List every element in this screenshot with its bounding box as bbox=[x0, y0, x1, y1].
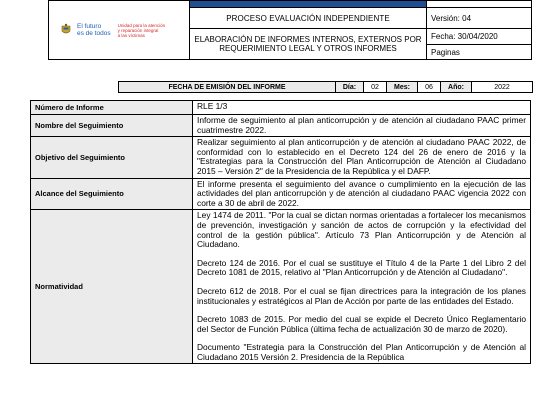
emission-date-bar bbox=[118, 81, 533, 93]
row-label: Objetivo del Seguimiento bbox=[31, 137, 193, 178]
day-label: Día: bbox=[336, 82, 364, 92]
row-label: Normatividad bbox=[31, 210, 193, 364]
row-content bbox=[193, 178, 531, 210]
month-value: 06 bbox=[418, 82, 441, 92]
document-title: ELABORACIÓN DE INFORMES INTERNOS, EXTERNOS POR REQUERIMIENTO LEGAL Y OTROS INFORMES bbox=[190, 28, 427, 59]
row-content bbox=[193, 115, 531, 137]
row-label: Número de Informe bbox=[31, 101, 193, 115]
table-row bbox=[31, 210, 531, 364]
row-content bbox=[193, 101, 531, 115]
header-band-right bbox=[427, 1, 532, 8]
followup-scope: El informe presenta el seguimiento del avance o cumplimiento en la ejecución de las actividades del plan anticorrupción y de atención al ciudadano PAAC vigencia 2022 con corte a 30 de abril de 2022. bbox=[197, 178, 526, 208]
table-row bbox=[31, 115, 531, 137]
table-row bbox=[31, 178, 531, 210]
regulation-paragraph: Ley 1474 de 2011. "Por la cual se dictan normas orientadas a fortalecer los mecanismos de prevención, investigación y sanción de actos de corrupción y la efectividad del control de la gestión pública". Artículo 73 Plan Anticorrupción y de Atención al Ciudadano. bbox=[197, 210, 526, 250]
logo-unit-text: Unidad para la atención y reparación integral a las víctimas bbox=[117, 22, 166, 38]
table-row bbox=[31, 137, 531, 178]
table-row bbox=[31, 101, 531, 115]
logo-brand-text: El futuro es de todos bbox=[77, 23, 111, 37]
year-label: Año: bbox=[441, 82, 472, 92]
logo-cell bbox=[49, 1, 190, 60]
regulation-paragraph: Decreto 124 de 2016. Por el cual se sustituye el Título 4 de la Parte 1 del Libro 2 del Decreto 1081 de 2015, relativo al "Plan Anticorrupción y de Atención al Ciudadano". bbox=[197, 257, 526, 278]
followup-objective: Realizar seguimiento al plan anticorrupción y de atención al ciudadano PAAC 2022, de conformidad con lo establecido en el Decreto 124 del 26 de enero de 2016 y la "Estrategias para la Construcción del Plan Anticorrupción de Atención al Ciudadano 2015 – Versión 2" de la Presidencia de la República y el DAFP. bbox=[197, 137, 526, 176]
followup-name: Informe de seguimiento al plan anticorrupción y de atención al ciudadano PAAC primer cuatrimestre 2022. bbox=[197, 115, 526, 135]
regulation-paragraph: Decreto 1083 de 2015. Por medio del cual se expide el Decreto Único Reglamentario del Sector de Función Pública (última fecha de actualización 30 de marzo de 2020). bbox=[197, 314, 526, 334]
report-info-table bbox=[30, 100, 531, 364]
day-value: 02 bbox=[364, 82, 387, 92]
year-value: 2022 bbox=[472, 82, 532, 92]
row-content bbox=[193, 137, 531, 178]
date-text: Fecha: 30/04/2020 bbox=[427, 28, 532, 45]
emission-date-label: FECHA DE EMISIÓN DEL INFORME bbox=[119, 82, 336, 92]
regulation-paragraph: Documento "Estrategia para la Construcción del Plan Anticorrupción y de Atención al Ciudadano 2015 Versión 2. Presidencia de la República bbox=[197, 342, 526, 362]
row-label: Alcance del Seguimiento bbox=[31, 178, 193, 210]
report-number: RLE 1/3 bbox=[197, 101, 228, 111]
header-band bbox=[190, 1, 427, 8]
row-label: Nombre del Seguimiento bbox=[31, 115, 193, 137]
pages-text: Paginas bbox=[427, 45, 532, 60]
month-label: Mes: bbox=[387, 82, 418, 92]
process-name: PROCESO EVALUACIÓN INDEPENDIENTE bbox=[190, 8, 427, 29]
coat-of-arms-icon bbox=[59, 23, 73, 37]
document-header bbox=[48, 0, 532, 60]
regulation-paragraph: Decreto 612 de 2018. Por el cual se fijan directrices para la integración de los planes institucionales y estratégicos al Plan de Acción por parte de las entidades del Estado. bbox=[197, 285, 526, 306]
row-content bbox=[193, 210, 531, 364]
version-text: Versión: 04 bbox=[427, 8, 532, 29]
institution-logo bbox=[49, 23, 189, 38]
